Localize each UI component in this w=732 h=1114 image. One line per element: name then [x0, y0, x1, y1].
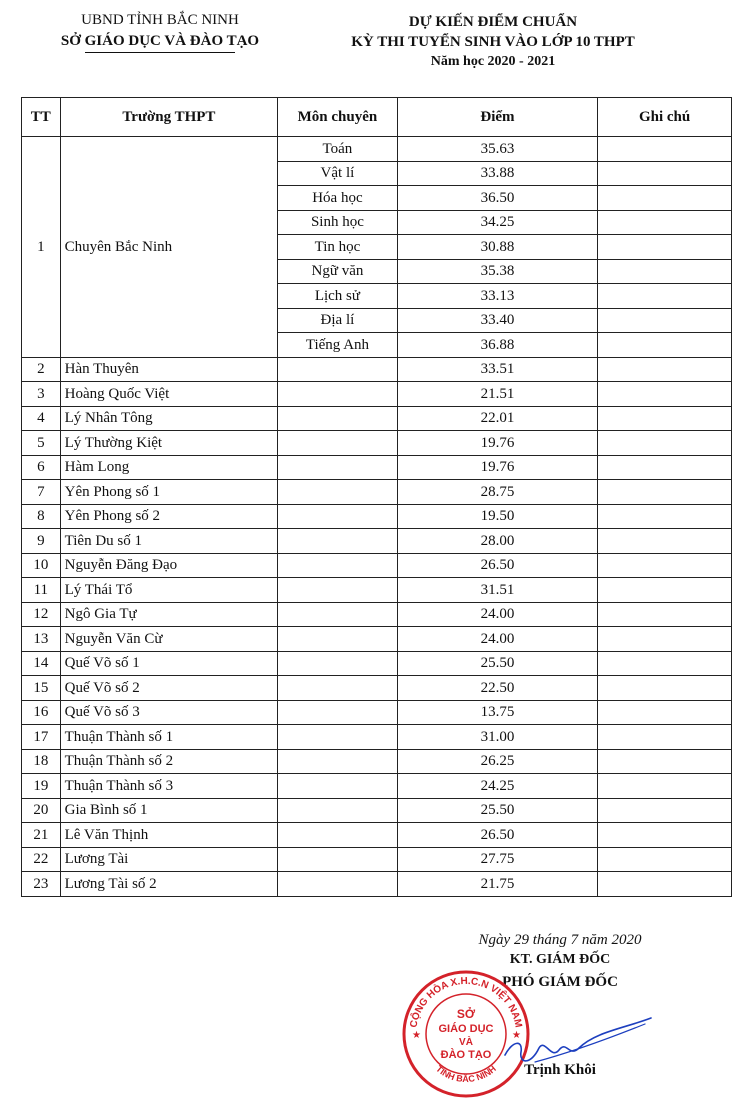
row-subject: Sinh học	[278, 210, 397, 235]
row-school: Quế Võ số 2	[60, 676, 278, 701]
row-note	[598, 210, 732, 235]
row-subject	[278, 455, 397, 480]
table-row	[22, 480, 732, 505]
row-note	[598, 480, 732, 505]
table-header-row	[22, 98, 732, 137]
row-score: 24.00	[397, 627, 598, 652]
row-score: 26.25	[397, 749, 598, 774]
issuer-parent: UBND TỈNH BẮC NINH	[81, 12, 239, 28]
table-row	[22, 651, 732, 676]
table-row	[22, 725, 732, 750]
row-subject	[278, 504, 397, 529]
row-subject	[278, 357, 397, 382]
seal-ring-text: CỘNG HÒA X.H.C.N VIỆT NAM	[408, 975, 524, 1029]
row-score: 28.75	[397, 480, 598, 505]
school-year: Năm học 2020 - 2021	[430, 54, 556, 69]
row-note	[598, 308, 732, 333]
row-score: 30.88	[397, 235, 598, 260]
row-note	[598, 529, 732, 554]
row-subject: Tin học	[278, 235, 397, 260]
row-tt: 20	[22, 798, 61, 823]
issuer-name: SỞ GIÁO DỤC VÀ ĐÀO TẠO	[60, 33, 260, 49]
table-row	[22, 406, 732, 431]
row-note	[598, 823, 732, 848]
row-tt: 1	[22, 137, 61, 358]
svg-text:★: ★	[412, 1030, 421, 1041]
row-tt: 16	[22, 700, 61, 725]
row-score: 25.50	[397, 798, 598, 823]
seal-bottom-text: TỈNH BẮC NINH	[434, 1063, 498, 1085]
row-note	[598, 455, 732, 480]
row-school: Thuận Thành số 1	[60, 725, 278, 750]
row-subject	[278, 529, 397, 554]
row-score: 26.50	[397, 823, 598, 848]
row-note	[598, 602, 732, 627]
document-title: DỰ KIẾN ĐIỂM CHUẨN	[408, 14, 578, 30]
row-note	[598, 382, 732, 407]
table-row	[22, 798, 732, 823]
row-note	[598, 333, 732, 358]
row-note	[598, 774, 732, 799]
row-school: Lê Văn Thịnh	[60, 823, 278, 848]
row-score: 19.76	[397, 431, 598, 456]
row-score: 19.50	[397, 504, 598, 529]
row-score: 22.01	[397, 406, 598, 431]
table-row	[22, 872, 732, 897]
row-score: 33.40	[397, 308, 598, 333]
row-school: Yên Phong số 2	[60, 504, 278, 529]
row-score: 33.51	[397, 357, 598, 382]
row-score: 21.51	[397, 382, 598, 407]
row-score: 31.51	[397, 578, 598, 603]
row-school: Chuyên Bắc Ninh	[60, 137, 278, 358]
row-subject	[278, 847, 397, 872]
row-tt: 4	[22, 406, 61, 431]
row-school: Yên Phong số 1	[60, 480, 278, 505]
row-note	[598, 651, 732, 676]
header-note: Ghi chú	[598, 98, 732, 137]
row-subject	[278, 700, 397, 725]
row-score: 31.00	[397, 725, 598, 750]
table-row	[22, 382, 732, 407]
seal-center-3: VÀ	[459, 1037, 473, 1048]
row-note	[598, 798, 732, 823]
row-note	[598, 235, 732, 260]
table-row	[22, 823, 732, 848]
table-row	[22, 578, 732, 603]
row-school: Quế Võ số 1	[60, 651, 278, 676]
row-tt: 8	[22, 504, 61, 529]
table-row	[22, 627, 732, 652]
row-score: 33.88	[397, 161, 598, 186]
row-tt: 10	[22, 553, 61, 578]
row-tt: 11	[22, 578, 61, 603]
row-tt: 9	[22, 529, 61, 554]
row-tt: 17	[22, 725, 61, 750]
table-row	[22, 553, 732, 578]
signer-authority: KT. GIÁM ĐỐC	[509, 952, 611, 967]
row-note	[598, 749, 732, 774]
row-tt: 5	[22, 431, 61, 456]
row-subject: Vật lí	[278, 161, 397, 186]
row-subject	[278, 725, 397, 750]
row-school: Hàm Long	[60, 455, 278, 480]
row-subject	[278, 553, 397, 578]
row-school: Lý Thường Kiệt	[60, 431, 278, 456]
row-subject	[278, 651, 397, 676]
row-score: 13.75	[397, 700, 598, 725]
row-note	[598, 259, 732, 284]
issuer-block	[30, 10, 290, 53]
title-block	[318, 12, 668, 72]
row-note	[598, 431, 732, 456]
row-note	[598, 186, 732, 211]
row-tt: 2	[22, 357, 61, 382]
row-subject	[278, 602, 397, 627]
row-school: Gia Bình số 1	[60, 798, 278, 823]
table-row	[22, 602, 732, 627]
row-tt: 23	[22, 872, 61, 897]
row-subject	[278, 823, 397, 848]
row-subject	[278, 749, 397, 774]
row-school: Hoàng Quốc Việt	[60, 382, 278, 407]
table-row	[22, 749, 732, 774]
table-row	[22, 137, 732, 162]
row-tt: 21	[22, 823, 61, 848]
row-school: Thuận Thành số 3	[60, 774, 278, 799]
issuer-underline	[85, 52, 235, 53]
row-subject	[278, 798, 397, 823]
row-score: 24.00	[397, 602, 598, 627]
row-subject: Lịch sử	[278, 284, 397, 309]
table-row	[22, 847, 732, 872]
row-subject: Toán	[278, 137, 397, 162]
row-score: 22.50	[397, 676, 598, 701]
row-school: Nguyễn Văn Cừ	[60, 627, 278, 652]
row-note	[598, 725, 732, 750]
row-score: 36.88	[397, 333, 598, 358]
row-note	[598, 553, 732, 578]
row-subject	[278, 406, 397, 431]
row-score: 35.63	[397, 137, 598, 162]
table-row	[22, 431, 732, 456]
row-tt: 18	[22, 749, 61, 774]
row-score: 24.25	[397, 774, 598, 799]
row-subject: Ngữ văn	[278, 259, 397, 284]
score-table	[21, 97, 732, 897]
row-subject	[278, 676, 397, 701]
row-subject	[278, 480, 397, 505]
row-score: 33.13	[397, 284, 598, 309]
row-score: 19.76	[397, 455, 598, 480]
row-subject	[278, 627, 397, 652]
row-score: 28.00	[397, 529, 598, 554]
header-tt: TT	[22, 98, 61, 137]
row-school: Lương Tài số 2	[60, 872, 278, 897]
row-subject	[278, 774, 397, 799]
row-subject	[278, 382, 397, 407]
row-tt: 13	[22, 627, 61, 652]
row-school: Nguyễn Đăng Đạo	[60, 553, 278, 578]
signer-title: PHÓ GIÁM ĐỐC	[502, 974, 618, 990]
row-school: Tiên Du số 1	[60, 529, 278, 554]
document-subtitle: KỲ THI TUYỂN SINH VÀO LỚP 10 THPT	[351, 34, 635, 50]
row-note	[598, 357, 732, 382]
row-tt: 15	[22, 676, 61, 701]
row-score: 21.75	[397, 872, 598, 897]
table-row	[22, 529, 732, 554]
row-note	[598, 676, 732, 701]
row-school: Thuận Thành số 2	[60, 749, 278, 774]
table-row	[22, 676, 732, 701]
row-subject: Địa lí	[278, 308, 397, 333]
row-note	[598, 872, 732, 897]
seal-center-4: ĐÀO TẠO	[440, 1049, 492, 1061]
table-body	[22, 137, 732, 897]
row-score: 36.50	[397, 186, 598, 211]
svg-text:★: ★	[512, 1030, 521, 1041]
row-score: 26.50	[397, 553, 598, 578]
row-note	[598, 847, 732, 872]
row-school: Lý Thái Tổ	[60, 578, 278, 603]
table-row	[22, 357, 732, 382]
row-score: 34.25	[397, 210, 598, 235]
row-tt: 22	[22, 847, 61, 872]
row-school: Lương Tài	[60, 847, 278, 872]
row-tt: 12	[22, 602, 61, 627]
row-school: Lý Nhân Tông	[60, 406, 278, 431]
row-score: 35.38	[397, 259, 598, 284]
row-tt: 7	[22, 480, 61, 505]
row-note	[598, 137, 732, 162]
row-note	[598, 700, 732, 725]
row-subject	[278, 431, 397, 456]
seal-center-1: SỞ	[456, 1007, 476, 1021]
row-school: Quế Võ số 3	[60, 700, 278, 725]
signer-name: Trịnh Khôi	[524, 1062, 596, 1078]
row-tt: 6	[22, 455, 61, 480]
header-score: Điểm	[397, 98, 598, 137]
table-row	[22, 700, 732, 725]
row-school: Ngô Gia Tự	[60, 602, 278, 627]
row-subject: Hóa học	[278, 186, 397, 211]
row-tt: 3	[22, 382, 61, 407]
row-note	[598, 406, 732, 431]
row-school: Hàn Thuyên	[60, 357, 278, 382]
table-row	[22, 774, 732, 799]
row-subject: Tiếng Anh	[278, 333, 397, 358]
row-tt: 19	[22, 774, 61, 799]
row-note	[598, 161, 732, 186]
row-score: 25.50	[397, 651, 598, 676]
row-subject	[278, 872, 397, 897]
seal-center-2: GIÁO DỤC	[438, 1023, 494, 1035]
table-row	[22, 455, 732, 480]
header-school: Trường THPT	[60, 98, 278, 137]
header-subject: Môn chuyên	[278, 98, 397, 137]
row-note	[598, 504, 732, 529]
table-row	[22, 504, 732, 529]
row-score: 27.75	[397, 847, 598, 872]
row-subject	[278, 578, 397, 603]
signing-date: Ngày 29 tháng 7 năm 2020	[478, 932, 642, 948]
row-note	[598, 578, 732, 603]
row-note	[598, 284, 732, 309]
row-note	[598, 627, 732, 652]
row-tt: 14	[22, 651, 61, 676]
